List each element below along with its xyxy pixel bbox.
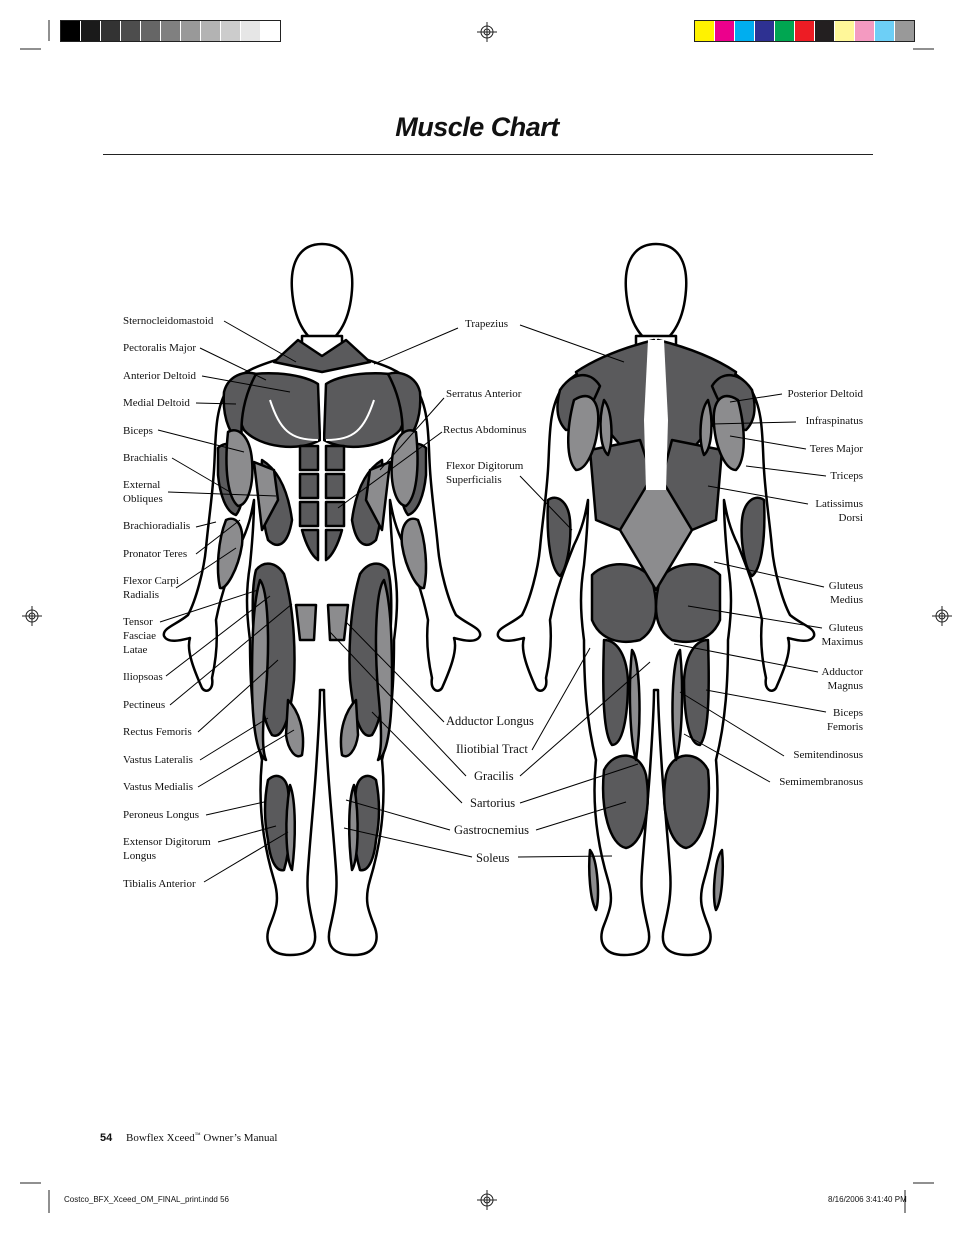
label-labels_left.6.text: External Obliques — [123, 479, 163, 505]
process-swatch — [835, 21, 854, 41]
label-labels_left.2.text: Anterior Deltoid — [123, 370, 197, 382]
label-labels_left.7.text: Brachioradialis — [123, 520, 191, 532]
process-swatch — [855, 21, 874, 41]
gray-swatch — [81, 21, 100, 41]
process-swatch — [735, 21, 754, 41]
label-labels_left.4.text: Biceps — [123, 425, 153, 437]
label-labels_left.17.text: Extensor Digitorum Longus — [123, 836, 211, 862]
label-labels_left.0.text: Sternocleidomastoid — [123, 315, 214, 327]
label-labels_right.2.text: Teres Major — [809, 443, 863, 455]
process-swatch — [895, 21, 914, 41]
label-labels_right.4.text: Latissimus Dorsi — [815, 498, 863, 524]
label-labels_right.5.text: Gluteus Medius — [828, 580, 863, 606]
title-rule — [103, 154, 873, 155]
manual-title: Bowflex Xceed — [126, 1132, 195, 1144]
label-labels_left.11.text: Iliopsoas — [123, 671, 163, 683]
label-labels_left.8.text: Pronator Teres — [123, 548, 188, 560]
process-swatch — [775, 21, 794, 41]
label-labels_left.1.text: Pectoralis Major — [123, 342, 197, 354]
gray-swatch — [261, 21, 280, 41]
trademark-mark: ™ — [194, 1132, 201, 1139]
footer-manual-title — [126, 1132, 277, 1144]
gray-swatch — [61, 21, 80, 41]
label-labels_center.9.text: Soleus — [476, 851, 510, 865]
label-labels_right.0.text: Posterior Deltoid — [787, 388, 863, 400]
label-labels_center.7.text: Sartorius — [470, 796, 516, 810]
gray-swatch — [221, 21, 240, 41]
label-labels_left.13.text: Rectus Femoris — [123, 726, 192, 738]
back-figure — [498, 244, 814, 955]
label-labels_center.3.text: Flexor Digitorum Superficialis — [446, 460, 524, 486]
process-swatch — [695, 21, 714, 41]
label-labels_left.10.text: Tensor Fasciae Latae — [123, 616, 156, 656]
gray-swatch — [141, 21, 160, 41]
label-labels_center.5.text: Iliotibial Tract — [456, 742, 528, 756]
gray-swatch — [181, 21, 200, 41]
label-labels_left.15.text: Vastus Medialis — [123, 781, 193, 793]
label-labels_center.6.text: Gracilis — [474, 769, 514, 783]
label-labels_left.5.text: Brachialis — [123, 452, 168, 464]
process-swatch — [795, 21, 814, 41]
crop-marks — [20, 20, 934, 1213]
label-labels_center.1.text: Serratus Anterior — [446, 388, 522, 400]
manual-suffix: Owner’s Manual — [200, 1132, 278, 1144]
process-swatch — [755, 21, 774, 41]
gray-swatch — [161, 21, 180, 41]
slug-timestamp: 8/16/2006 3:41:40 PM — [828, 1195, 907, 1204]
label-labels_left.9.text: Flexor Carpi Radialis — [123, 575, 179, 601]
label-labels_center.8.text: Gastrocnemius — [454, 823, 529, 837]
process-swatch — [875, 21, 894, 41]
gray-swatch — [201, 21, 220, 41]
process-swatch — [815, 21, 834, 41]
gray-swatch — [101, 21, 120, 41]
label-labels_right.10.text: Semimembranosus — [779, 776, 863, 788]
label-labels_center.2.text: Rectus Abdominus — [443, 424, 527, 436]
label-labels_left.18.text: Tibialis Anterior — [123, 878, 196, 890]
page-number: 54 — [100, 1132, 113, 1144]
label-labels_right.9.text: Semitendinosus — [793, 749, 863, 761]
slug-filename: Costco_BFX_Xceed_OM_FINAL_print.indd 56 — [64, 1195, 229, 1204]
gray-swatch — [241, 21, 260, 41]
label-labels_center.4.text: Adductor Longus — [446, 714, 534, 728]
label-labels_right.6.text: Gluteus Maximus — [821, 622, 863, 648]
registration-target-icons — [22, 22, 952, 1210]
label-labels_center.0.text: Trapezius — [465, 318, 508, 330]
page-title: Muscle Chart — [395, 112, 559, 142]
label-labels_left.16.text: Peroneus Longus — [123, 809, 200, 821]
label-labels_left.14.text: Vastus Lateralis — [123, 754, 193, 766]
label-labels_left.3.text: Medial Deltoid — [123, 397, 190, 409]
label-labels_right.8.text: Biceps Femoris — [826, 707, 863, 733]
process-swatch — [715, 21, 734, 41]
label-labels_right.1.text: Infraspinatus — [805, 415, 863, 427]
label-labels_left.12.text: Pectineus — [123, 699, 166, 711]
gray-swatch — [121, 21, 140, 41]
label-labels_right.7.text: Adductor Magnus — [821, 666, 863, 692]
label-labels_right.3.text: Triceps — [830, 470, 863, 482]
